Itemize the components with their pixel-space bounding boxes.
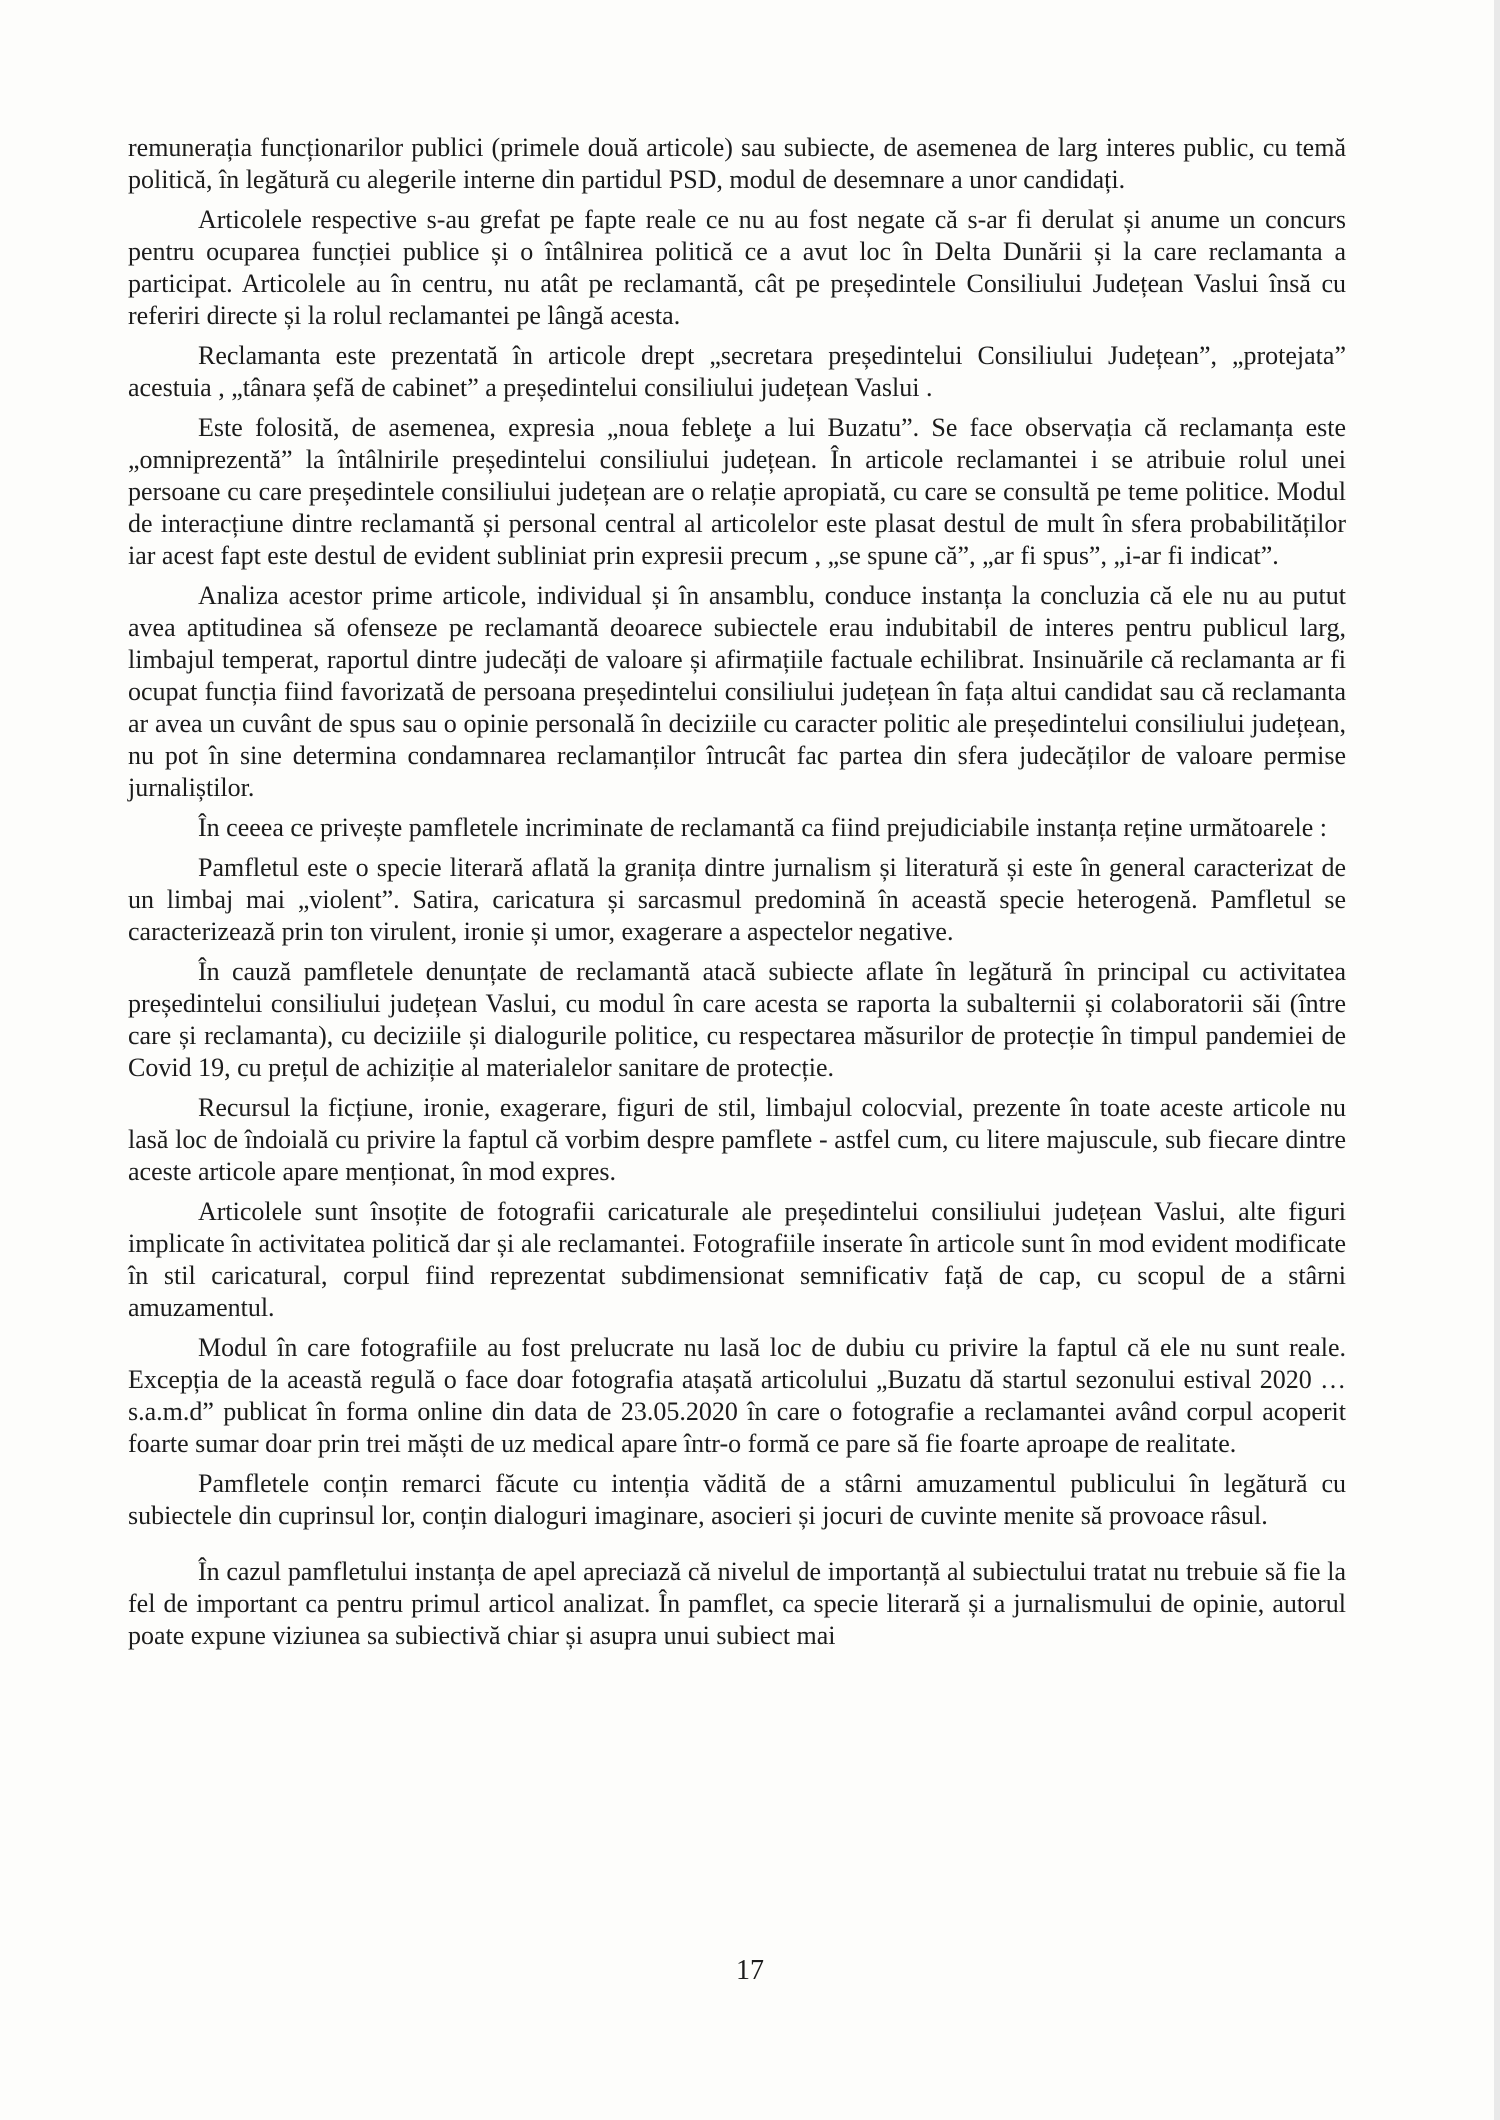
body-text — [128, 132, 1346, 1660]
paragraph-7: Pamfletul este o specie literară aflată la granița dintre jurnalism și literatură și este în general caracterizat de un limbaj mai „violent”. Satira, caricatura și sarcasmul predomină în această specie heterogenă. Pamfletul se caracterizează prin ton virulent, ironie și umor, exagerare a aspectelor negative. — [128, 853, 1346, 946]
paragraph-9: Recursul la ficțiune, ironie, exagerare, figuri de stil, limbajul colocvial, prezente în toate aceste articole nu lasă loc de îndoială cu privire la faptul că vorbim despre pamflete - astfel cum, cu litere majuscule, sub fiecare dintre aceste articole apare menționat, în mod expres. — [128, 1093, 1346, 1186]
paragraph-12: Pamfletele conțin remarci făcute cu intenția vădită de a stârni amuzamentul publicului în legătură cu subiectele din cuprinsul lor, conțin dialoguri imaginare, asocieri și jocuri de cuvinte menite să provoace râsul. — [128, 1469, 1346, 1530]
paragraph-3: Reclamanta este prezentată în articole drept „secretara președintelui Consiliului Județean”, „protejata” acestuia , „tânara șefă de cabinet” a președintelui consiliului județean Vaslui . — [128, 341, 1346, 402]
paragraph-11: Modul în care fotografiile au fost prelucrate nu lasă loc de dubiu cu privire la faptul că ele nu sunt reale. Excepția de la această regulă o face doar fotografia atașată articolului „Buzatu dă startul sezonului estival 2020 …s.a.m.d” publicat în forma online din data de 23.05.2020 în care o fotografie a reclamantei având corpul acoperit foarte sumar doar prin trei măști de uz medical apare într-o formă ce pare să fie foarte aproape de realitate. — [128, 1333, 1346, 1458]
paragraph-5: Analiza acestor prime articole, individual și în ansamblu, conduce instanța la concluzia că ele nu au putut avea aptitudinea să ofenseze pe reclamantă deoarece subiectele erau indubitabil de interes pentru publicul larg, limbajul temperat, raportul dintre judecăți de valoare și afirmațiile factuale echilibrat. Insinuările că reclamanta ar fi ocupat funcția fiind favorizată de persoana președintelui consiliului județean în fața altui candidat sau că reclamanta ar avea un cuvânt de spus sau o opinie personală în deciziile cu caracter politic ale președintelui consiliului județean, nu pot în sine determina condamnarea reclamanților întrucât fac partea din sfera judecăților de valoare permise jurnaliștilor. — [128, 581, 1346, 802]
paragraph-4: Este folosită, de asemenea, expresia „noua febleţe a lui Buzatu”. Se face observația că reclamanța este „omniprezentă” la întâlnirile președintelui consiliului județean. În articole reclamantei i se atribuie rolul unei persoane cu care președintele consiliului județean are o relație apropiată, cu care se consultă pe teme politice. Modul de interacțiune dintre reclamantă și personal central al articolelor este plasat destul de mult în sfera probabilităților iar acest fapt este destul de evident subliniat prin expresii precum , „se spune că”, „ar fi spus”, „i-ar fi indicat”. — [128, 413, 1346, 570]
paragraph-13: În cazul pamfletului instanța de apel apreciază că nivelul de importanță al subiectului tratat nu trebuie să fie la fel de important ca pentru primul articol analizat. În pamflet, ca specie literară și a jurnalismului de opinie, autorul poate expune viziunea sa subiectivă chiar și asupra unui subiect mai — [128, 1557, 1346, 1650]
paragraph-8: În cauză pamfletele denunțate de reclamantă atacă subiecte aflate în legătură în principal cu activitatea președintelui consiliului județean Vaslui, cu modul în care acesta se raporta la subalternii și colaboratorii săi (între care și reclamanta), cu deciziile și dialogurile politice, cu respectarea măsurilor de protecție în timpul pandemiei de Covid 19, cu prețul de achiziție al materialelor sanitare de protecție. — [128, 957, 1346, 1082]
paragraph-2: Articolele respective s-au grefat pe fapte reale ce nu au fost negate că s-ar fi derulat și anume un concurs pentru ocuparea funcției publice și o întâlnirea politică ce a avut loc în Delta Dunării și la care reclamanta a participat. Articolele au în centru, nu atât pe reclamantă, cât pe președintele Consiliului Județean Vaslui însă cu referiri directe și la rolul reclamantei pe lângă acesta. — [128, 205, 1346, 330]
paragraph-1: remunerația funcționarilor publici (primele două articole) sau subiecte, de asemenea de larg interes public, cu temă politică, în legătură cu alegerile interne din partidul PSD, modul de desemnare a unor candidați. — [128, 133, 1346, 194]
page-number: 17 — [736, 1955, 764, 1986]
paragraph-10: Articolele sunt însoțite de fotografii caricaturale ale președintelui consiliului județean Vaslui, alte figuri implicate în activitatea politică dar și ale reclamantei. Fotografiile inserate în articole sunt în mod evident modificate în stil caricatural, corpul fiind reprezentat subdimensionat semnificativ față de cap, cu scopul de a stârni amuzamentul. — [128, 1197, 1346, 1322]
paragraph-6: În ceeea ce privește pamfletele incriminate de reclamantă ca fiind prejudiciabile instanța reține următoarele : — [198, 813, 1327, 842]
scan-edge-divider — [1494, 0, 1500, 2120]
